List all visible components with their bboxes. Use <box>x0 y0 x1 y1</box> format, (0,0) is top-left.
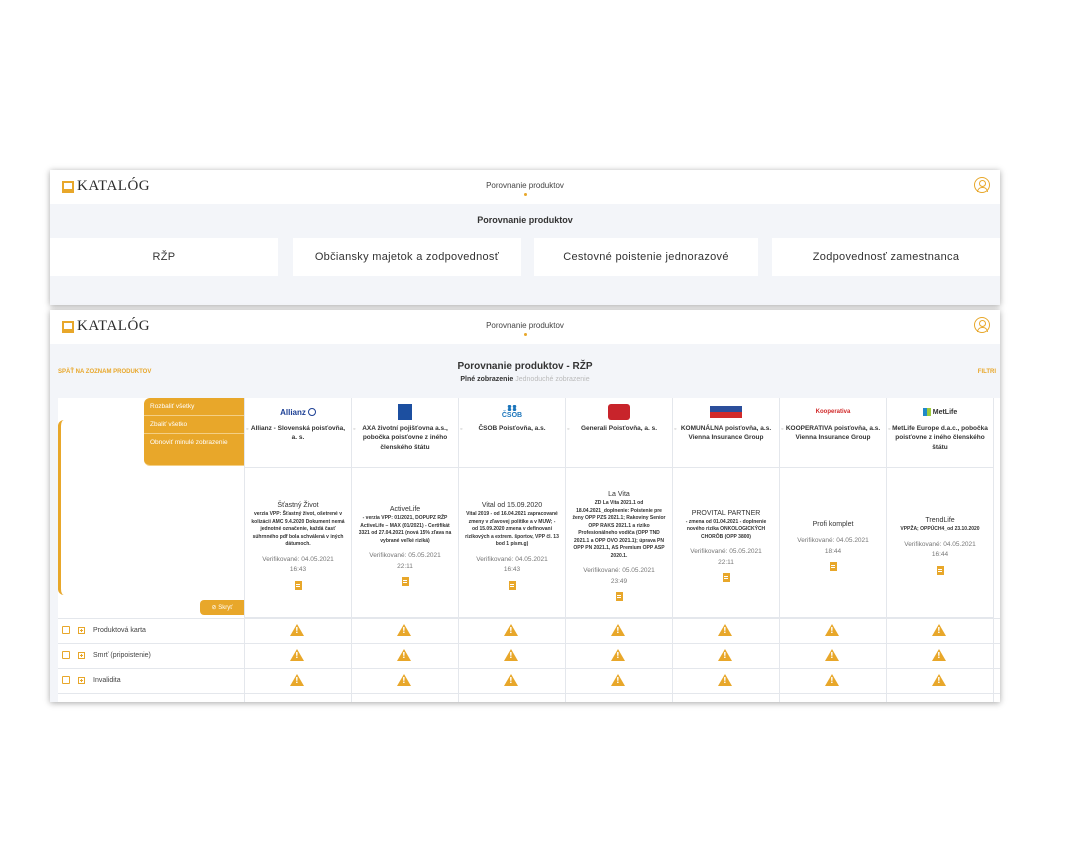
document-icon[interactable] <box>295 581 302 590</box>
verified-time: 23:49 <box>610 577 628 585</box>
warning-icon <box>825 624 839 636</box>
expand-icon[interactable] <box>78 652 85 659</box>
product-name: La Vita <box>608 491 630 499</box>
insurer-name: AXA životní pojišťovna a.s., pobočka poisťovne z iného členského štátu <box>362 425 448 451</box>
verified-date: Verifikované: 05.05.2021 <box>369 552 441 560</box>
csob-logo-text: ČSOB <box>501 412 523 419</box>
allianz-logo <box>280 408 316 417</box>
warning-icon <box>397 649 411 661</box>
warning-icon <box>718 674 732 686</box>
insurer-column-cut <box>993 398 1000 702</box>
warning-icon <box>932 649 946 661</box>
verified-date: Verifikované: 04.05.2021 <box>476 555 548 563</box>
table-row[interactable] <box>62 626 146 634</box>
document-icon[interactable] <box>723 573 730 582</box>
category-panel <box>50 170 1000 305</box>
document-icon[interactable] <box>616 592 623 601</box>
nav-item-porovnanie[interactable]: Porovnanie produktov <box>486 321 564 330</box>
controls-column <box>58 398 244 618</box>
warning-icon <box>718 624 732 636</box>
verified-date: Verifikované: 05.05.2021 <box>583 567 655 575</box>
insurer-name: MetLife Europe d.a.c., pobočka poisťovne z iného členského štátu <box>892 425 988 451</box>
warning-icon <box>290 624 304 636</box>
row-divider <box>58 668 1000 669</box>
row-divider <box>58 693 1000 694</box>
warning-icon <box>611 624 625 636</box>
verified-date: Verifikované: 04.05.2021 <box>262 555 334 563</box>
csob-logo <box>502 405 522 419</box>
top-bar <box>50 170 1000 204</box>
chevron-left-icon[interactable]: ◦ <box>888 426 891 433</box>
document-icon[interactable] <box>402 577 409 586</box>
verified-time: 16:43 <box>503 566 521 574</box>
product-description: - verzia VPP: 01/2021, DOPUPZ RŽP ActiveLife – MAX (01/2021) - Certifikát 3321 od 27.04.2021 (nová 15% zľava na vybrané veľké riziká) <box>358 515 452 544</box>
back-to-list-link[interactable]: SPÄŤ NA ZOZNAM PRODUKTOV <box>58 369 152 375</box>
warning-icon <box>611 674 625 686</box>
warning-icon <box>397 674 411 686</box>
warning-icon <box>504 649 518 661</box>
category-tab-obciansky-majetok[interactable]: Občiansky majetok a zodpovednosť <box>293 238 521 276</box>
category-tab-rzp[interactable]: RŽP <box>50 238 278 276</box>
komunalna-logo <box>710 406 742 418</box>
kooperativa-logo: Kooperativa <box>815 409 851 415</box>
verified-time: 22:11 <box>718 558 734 566</box>
collapse-all-button[interactable]: Zbaliť všetko <box>144 416 244 434</box>
logo-text: KATALÓG <box>77 318 151 334</box>
chevron-left-icon[interactable]: ◦ <box>460 426 463 433</box>
category-tab-cestovne[interactable]: Cestovné poistenie jednorazové <box>534 238 758 276</box>
restore-view-button[interactable]: Obnoviť minulé zobrazenie <box>144 434 244 466</box>
warning-icon <box>611 649 625 661</box>
comparison-title: Porovnanie produktov - RŽP <box>457 361 593 372</box>
verified-time: 18:44 <box>824 547 842 555</box>
chevron-left-icon[interactable]: ◦ <box>674 426 677 433</box>
document-icon[interactable] <box>937 566 944 575</box>
nav-active-dot <box>524 333 527 336</box>
view-full-toggle[interactable]: Plné zobrazenie <box>460 376 514 383</box>
product-name: Vital od 15.09.2020 <box>481 502 543 510</box>
product-name: ActiveLife <box>389 506 421 514</box>
warning-icon <box>290 674 304 686</box>
nav-active-dot <box>524 193 527 196</box>
insurer-name: KOOPERATIVA poisťovňa, a.s. Vienna Insurance Group <box>785 425 881 442</box>
warning-icon <box>825 674 839 686</box>
top-bar-2 <box>50 310 1000 344</box>
row-label: Invalidita <box>93 676 121 684</box>
chevron-left-icon[interactable]: ◦ <box>781 426 784 433</box>
metlife-logo <box>923 408 958 416</box>
chevron-left-icon[interactable]: ◦ <box>353 426 356 433</box>
product-description: - zmena od 01.04.2021 - doplnenie nového rizika ONKOLOGICKÝCH CHORÔB (OPP 3800) <box>685 518 767 540</box>
verified-date: Verifikované: 04.05.2021 <box>797 537 869 545</box>
expand-icon[interactable] <box>78 677 85 684</box>
view-toggle <box>50 376 1000 383</box>
row-divider <box>58 643 1000 644</box>
product-description: ZD La Vita 2021.1 od 18.04.2021_doplnenie: Poistenie pre ženy OPP PZS 2021.1; Rakoviny Senior OPP RAKS 2021.1 a riziko Profesionálneho vodiča (OPP TND 2021.1 a OPP OVO 2021.1); úprava PN OPP PN 2021.1, AS Premium OPP ASP 2020.1. <box>572 500 666 559</box>
table-row[interactable] <box>62 676 121 684</box>
product-name: PROVITAL PARTNER <box>691 509 761 517</box>
product-description: verzia VPP: Šťastný život, ošetrené v kolizácii AMC 9.4.2020 Dokument nemá jednotné označenie, každá časť súhrnného pdf bola schválená v iných dátumoch. <box>251 511 345 548</box>
insurer-name: Generali Poisťovňa, a. s. <box>580 425 658 432</box>
category-tabs <box>50 238 1000 276</box>
nav-item-porovnanie[interactable]: Porovnanie produktov <box>486 181 564 190</box>
view-simple-toggle[interactable]: Jednoduché zobrazenie <box>515 376 590 383</box>
row-label: Smrť (pripoistenie) <box>93 651 151 659</box>
warning-icon <box>504 674 518 686</box>
comparison-grid <box>58 398 1000 702</box>
warning-icon <box>932 624 946 636</box>
table-row[interactable] <box>62 651 151 659</box>
document-icon[interactable] <box>509 581 516 590</box>
user-icon[interactable] <box>974 177 990 193</box>
product-name: Šťastný Život <box>277 502 319 510</box>
insurer-name: KOMUNÁLNA poisťovňa, a.s. Vienna Insurance Group <box>680 425 772 442</box>
row-checkbox[interactable] <box>62 651 70 659</box>
document-icon[interactable] <box>830 562 837 571</box>
expand-icon[interactable] <box>78 627 85 634</box>
warning-icon <box>397 624 411 636</box>
category-tab-zodpovednost-zamestnanca[interactable]: Zodpovednosť zamestnanca <box>772 238 1000 276</box>
page-title: Porovnanie produktov <box>477 215 573 225</box>
expand-all-button[interactable]: Rozbaliť všetky <box>144 398 244 416</box>
product-name: Profi komplet <box>812 521 854 529</box>
metlife-logo-text: MetLife <box>932 408 958 416</box>
warning-icon <box>290 649 304 661</box>
product-description: VPPŽA; OPPÚCH4_od 23.10.2020 <box>900 526 980 533</box>
product-description: Vital 2019 - od 16.04.2021 zapracované zmeny v zľavovej politike a v MUW; - od 15.09.2020 zmena v definovaní rizikových a extrem. športov, VPP čl. 13 bod 1 písm.g) <box>465 511 559 548</box>
verified-date: Verifikované: 05.05.2021 <box>690 548 762 556</box>
warning-icon <box>825 649 839 661</box>
accent-bar <box>58 420 64 595</box>
verified-time: 16:44 <box>931 551 949 559</box>
generali-logo <box>608 404 630 420</box>
verified-time: 22:11 <box>397 562 413 570</box>
chevron-left-icon[interactable]: ◦ <box>246 426 249 433</box>
verified-time: 16:43 <box>289 566 307 574</box>
verified-date: Verifikované: 04.05.2021 <box>904 540 976 548</box>
hide-button[interactable] <box>200 600 244 615</box>
allianz-logo-text: Allianz <box>280 407 306 417</box>
insurer-name: ČSOB Poisťovňa, a.s. <box>478 425 546 432</box>
warning-icon <box>932 674 946 686</box>
row-label: Produktová karta <box>93 626 146 634</box>
eye-slash-icon: ⊘ <box>211 605 219 611</box>
comparison-panel <box>50 310 1000 702</box>
logo-text: KATALÓG <box>77 178 151 194</box>
user-icon[interactable] <box>974 317 990 333</box>
filter-link[interactable]: FILTRI <box>977 369 996 375</box>
product-name: TrendLife <box>925 517 955 525</box>
row-checkbox[interactable] <box>62 676 70 684</box>
axa-logo <box>398 404 412 420</box>
row-checkbox[interactable] <box>62 626 70 634</box>
insurer-name: Allianz - Slovenská poisťovňa, a. s. <box>250 425 346 442</box>
row-divider <box>58 618 1000 619</box>
warning-icon <box>718 649 732 661</box>
hide-button-label: Skryť <box>218 604 233 611</box>
chevron-left-icon[interactable]: ◦ <box>567 426 570 433</box>
warning-icon <box>504 624 518 636</box>
